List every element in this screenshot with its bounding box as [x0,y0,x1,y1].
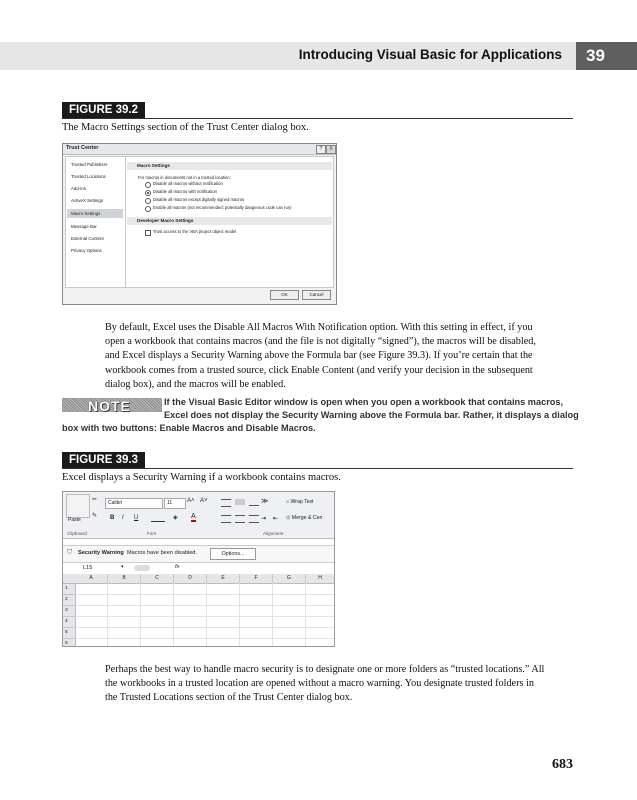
figure-label: FIGURE 39.3 [62,452,145,469]
nav-item-privacy-options[interactable]: Privacy Options [71,248,102,253]
format-painter-icon[interactable]: ✎ [92,513,98,519]
formula-bar-handle[interactable] [134,565,150,571]
cancel-button[interactable]: Cancel [302,290,331,300]
underline-button[interactable]: U [134,515,139,521]
para2-line: Perhaps the best way to handle macro security is to designate one or more folders as “trusted locations.” All [105,664,545,675]
grid-line [75,605,334,606]
font-size-box[interactable] [164,498,186,509]
merge-center-button[interactable] [286,515,322,521]
font-color-icon[interactable]: A [191,513,196,520]
align-top-icon[interactable] [221,499,231,507]
macro-settings-heading: Macro Settings [127,162,332,170]
borders-icon[interactable] [151,514,165,522]
para1-line: By default, Excel uses the Disable All Macros With Notification option. With this setting in effect, if you [105,322,533,333]
figure-rule [62,118,573,119]
cut-icon[interactable]: ✂ [92,497,98,503]
para2-line: the workbooks in a trusted location are opened without a macro warning. You designate trusted folders in [105,678,534,690]
shrink-font-icon[interactable]: A˅ [200,498,208,504]
macro-intro-text: For macros in documents not in a trusted location: [138,175,231,180]
align-center-icon[interactable] [235,515,245,523]
font-size-value: 11 [167,500,173,506]
row-header[interactable]: 2 [63,595,76,606]
para1-line: dialog box), and the macros will be enabled. [105,378,286,390]
radio-disable-with-notify[interactable] [145,190,151,196]
name-box[interactable]: L15 [83,565,93,571]
bold-button[interactable]: B [110,515,115,521]
grid-line [173,583,174,646]
ok-button[interactable]: OK [270,290,299,300]
indent-icon[interactable]: ⇥ [261,516,267,522]
trust-vba-label: Trust access to the VBA project object model [153,229,237,234]
option-enable-all: Enable all macros (not recommended; potentially dangerous code can run) [153,205,292,210]
paste-label[interactable]: Paste [68,517,81,523]
grid-line [305,583,306,646]
insert-function-button[interactable]: fx [175,564,180,570]
wrap-text-button[interactable] [286,499,314,505]
trust-vba-checkbox[interactable] [145,230,151,236]
wrap-text-label: Wrap Text [290,499,314,505]
grid-line [206,583,207,646]
font-name-box[interactable] [105,498,163,509]
row-header[interactable]: 6 [63,639,76,647]
note-label: NOTE [88,398,131,414]
figure-label: FIGURE 39.2 [62,102,145,119]
grid-line [239,583,240,646]
column-header[interactable]: H [306,574,335,584]
excel-window-screenshot [62,491,335,647]
macro-settings-pane [125,156,334,288]
option-disable-with-notify: Disable all macros with notification [153,189,218,194]
para1-line: workbook comes from a trusted source, click Enable Content (and verify your decision in the subsequent [105,364,533,376]
column-header[interactable]: D [174,574,207,584]
merge-icon: ⊞ [286,515,292,521]
font-name-value: Calibri [108,500,123,506]
italic-button[interactable]: I [122,515,124,521]
help-button[interactable]: ? [316,145,326,154]
radio-disable-except-signed[interactable] [145,198,151,204]
figure-caption: The Macro Settings section of the Trust Center dialog box. [62,122,309,133]
column-header[interactable]: B [108,574,141,584]
figure-rule [62,468,573,469]
column-header[interactable]: G [273,574,306,584]
developer-settings-heading: Developer Macro Settings [127,217,332,225]
nav-item-macro-settings[interactable]: Macro Settings [67,209,123,218]
fill-color-icon[interactable]: ◈ [173,515,178,521]
trust-center-dialog [62,143,337,305]
option-disable-except-signed: Disable all macros except digitally signed macros [153,197,245,202]
para1-line: and Excel displays a Security Warning above the Formula bar (see Figure 39.3). If you’re certain that the [105,350,533,362]
nav-item-trusted-locations[interactable]: Trusted Locations [71,174,106,179]
nav-item-external-content[interactable]: External Content [71,236,104,241]
column-header[interactable]: A [75,574,108,584]
outdent-icon[interactable]: ⇤ [273,516,279,522]
dialog-titlebar [63,144,336,155]
note-line-2: Excel does not display the Security Warning above the Formula bar. Rather, it displays a dialog [164,410,579,420]
option-disable-no-notify: Disable all macros without notification [153,181,223,186]
excel-ribbon [63,492,334,539]
wrap-text-icon: ≡ [286,499,291,505]
running-header-title: Introducing Visual Basic for Applications [298,47,562,62]
close-button[interactable]: X [326,145,336,154]
grid-line [75,638,334,639]
grid-line [272,583,273,646]
nav-item-add-ins[interactable]: Add-ins [71,186,86,191]
security-warning-bar [63,545,334,563]
page-number: 683 [552,757,573,772]
align-bottom-icon[interactable] [249,499,259,506]
grid-line [75,594,334,595]
para1-line: open a workbook that contains macros (and the file is not digitally “signed”), the macros will be disabled, [105,336,536,348]
name-box-dropdown-icon[interactable]: ▾ [121,564,124,570]
nav-item-message-bar[interactable]: Message Bar [71,224,97,229]
security-warning-label: Security Warning [78,550,124,556]
row-header[interactable]: 4 [63,617,76,628]
para2-line: the Trusted Locations section of the Trust Center dialog box. [105,692,353,704]
grid-line [75,627,334,628]
dialog-title: Trust Center [66,145,99,151]
merge-label: Merge & Cen [291,515,323,521]
align-left-icon[interactable] [221,515,231,523]
radio-disable-no-notify[interactable] [145,182,151,188]
row-header[interactable]: 1 [63,584,76,595]
font-group-label: Font [147,531,157,536]
clipboard-group-label: Clipboard [67,531,87,536]
security-warning-text: Macros have been disabled. [127,550,197,556]
note-line-1: If the Visual Basic Editor window is open when you open a workbook that contains macros, [164,397,564,407]
grid-line [75,616,334,617]
body-paragraph-2 [105,663,573,706]
row-header[interactable]: 3 [63,606,76,617]
body-paragraph-1 [105,321,573,392]
nav-item-activex-settings[interactable]: ActiveX Settings [71,198,103,203]
row-header[interactable]: 5 [63,628,76,639]
nav-item-trusted-publishers[interactable]: Trusted Publishers [71,162,108,167]
grow-font-icon[interactable]: A˄ [187,498,195,504]
trust-center-nav [65,156,126,288]
column-header[interactable]: E [207,574,240,584]
orientation-icon[interactable]: ≫ [261,498,269,505]
align-middle-icon[interactable] [235,499,245,505]
radio-enable-all[interactable] [145,206,151,212]
column-header[interactable]: C [141,574,174,584]
note-line-3: box with two buttons: Enable Macros and Disable Macros. [62,423,316,433]
grid-line [107,583,108,646]
options-button[interactable]: Options... [210,548,256,560]
chapter-number-tab: 39 [576,42,637,70]
paste-icon[interactable] [66,494,90,518]
figure-caption: Excel displays a Security Warning if a workbook contains macros. [62,472,341,483]
align-right-icon[interactable] [249,515,259,523]
grid-line [140,583,141,646]
column-header[interactable]: F [240,574,273,584]
shield-icon: ⛉ [67,549,73,556]
alignment-group-label: Alignment [263,531,284,536]
